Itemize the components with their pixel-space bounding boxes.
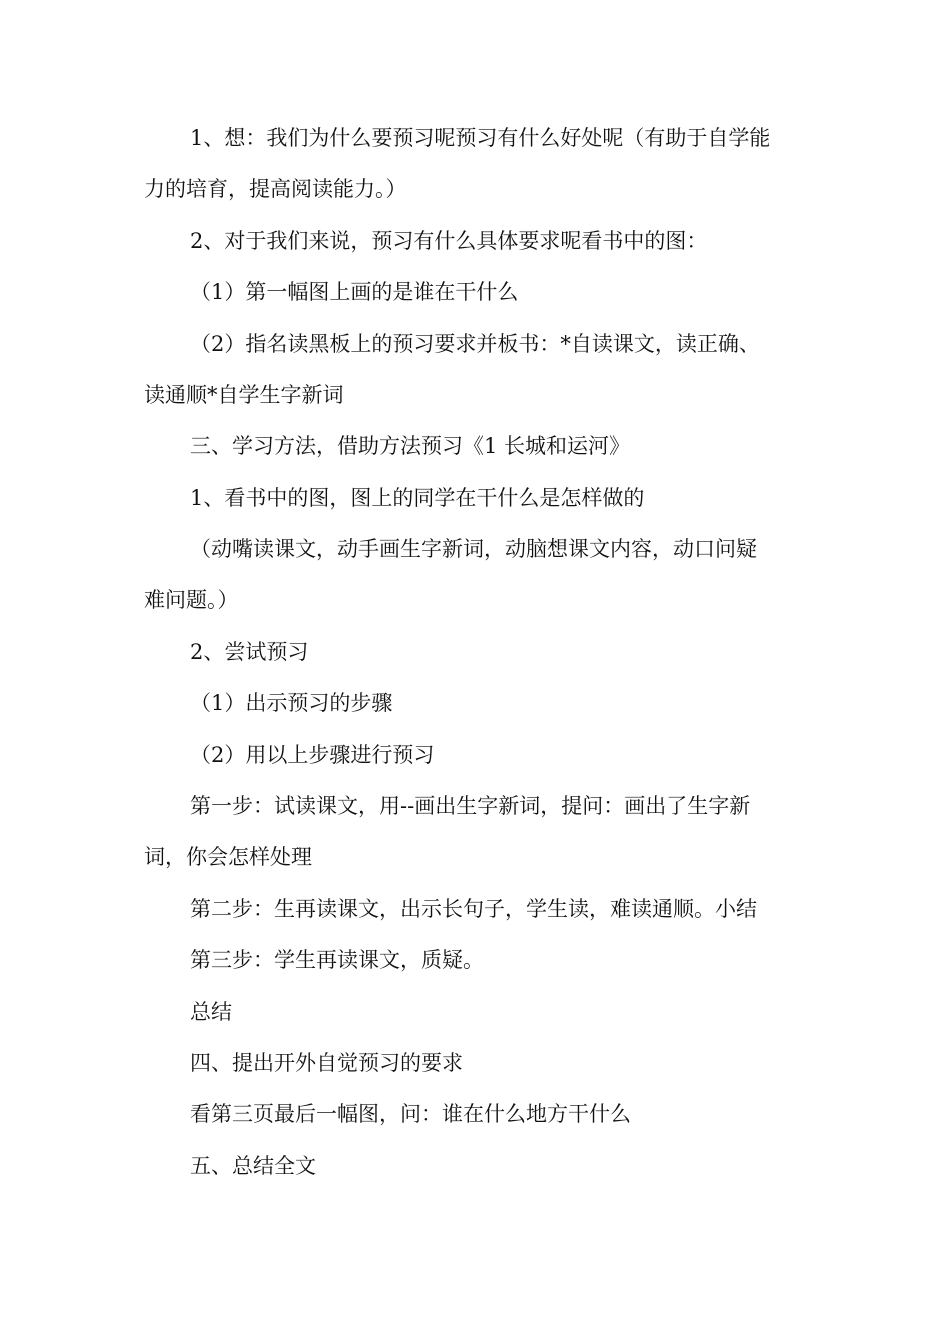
text-line-11: 2、尝试预习 — [190, 640, 309, 664]
text-line-16: 第二步：生再读课文，出示长句子，学生读，难读通顺。小结 — [190, 897, 757, 921]
text-line-19: 四、提出开外自觉预习的要求 — [190, 1051, 463, 1075]
text-line-12: （1）出示预习的步骤 — [190, 691, 393, 715]
text-line-15: 词，你会怎样处理 — [144, 845, 312, 869]
text-line-3: 2、对于我们来说，预习有什么具体要求呢看书中的图： — [190, 229, 708, 253]
text-line-21: 五、总结全文 — [190, 1154, 316, 1178]
text-line-18: 总结 — [190, 1000, 232, 1024]
text-line-6: 读通顺*自学生字新词 — [144, 383, 344, 407]
text-line-5: （2）指名读黑板上的预习要求并板书：*自读课文，读正确、 — [190, 332, 760, 356]
text-line-1: 1、想：我们为什么要预习呢预习有什么好处呢（有助于自学能 — [190, 126, 771, 150]
text-line-13: （2）用以上步骤进行预习 — [190, 743, 435, 767]
text-line-8: 1、看书中的图，图上的同学在干什么是怎样做的 — [190, 486, 645, 510]
text-line-20: 看第三页最后一幅图，问：谁在什么地方干什么 — [190, 1102, 631, 1126]
text-line-17: 第三步：学生再读课文，质疑。 — [190, 948, 484, 972]
text-line-4: （1）第一幅图上画的是谁在干什么 — [190, 280, 519, 304]
text-line-2: 力的培育，提高阅读能力。） — [144, 177, 407, 201]
text-line-7: 三、学习方法，借助方法预习《1 长城和运河》 — [190, 434, 631, 458]
text-line-9: （动嘴读课文，动手画生字新词，动脑想课文内容，动口问疑 — [190, 537, 757, 561]
text-line-14: 第一步：试读课文，用--画出生字新词，提问：画出了生字新 — [190, 794, 751, 818]
text-line-10: 难问题。） — [144, 588, 239, 612]
